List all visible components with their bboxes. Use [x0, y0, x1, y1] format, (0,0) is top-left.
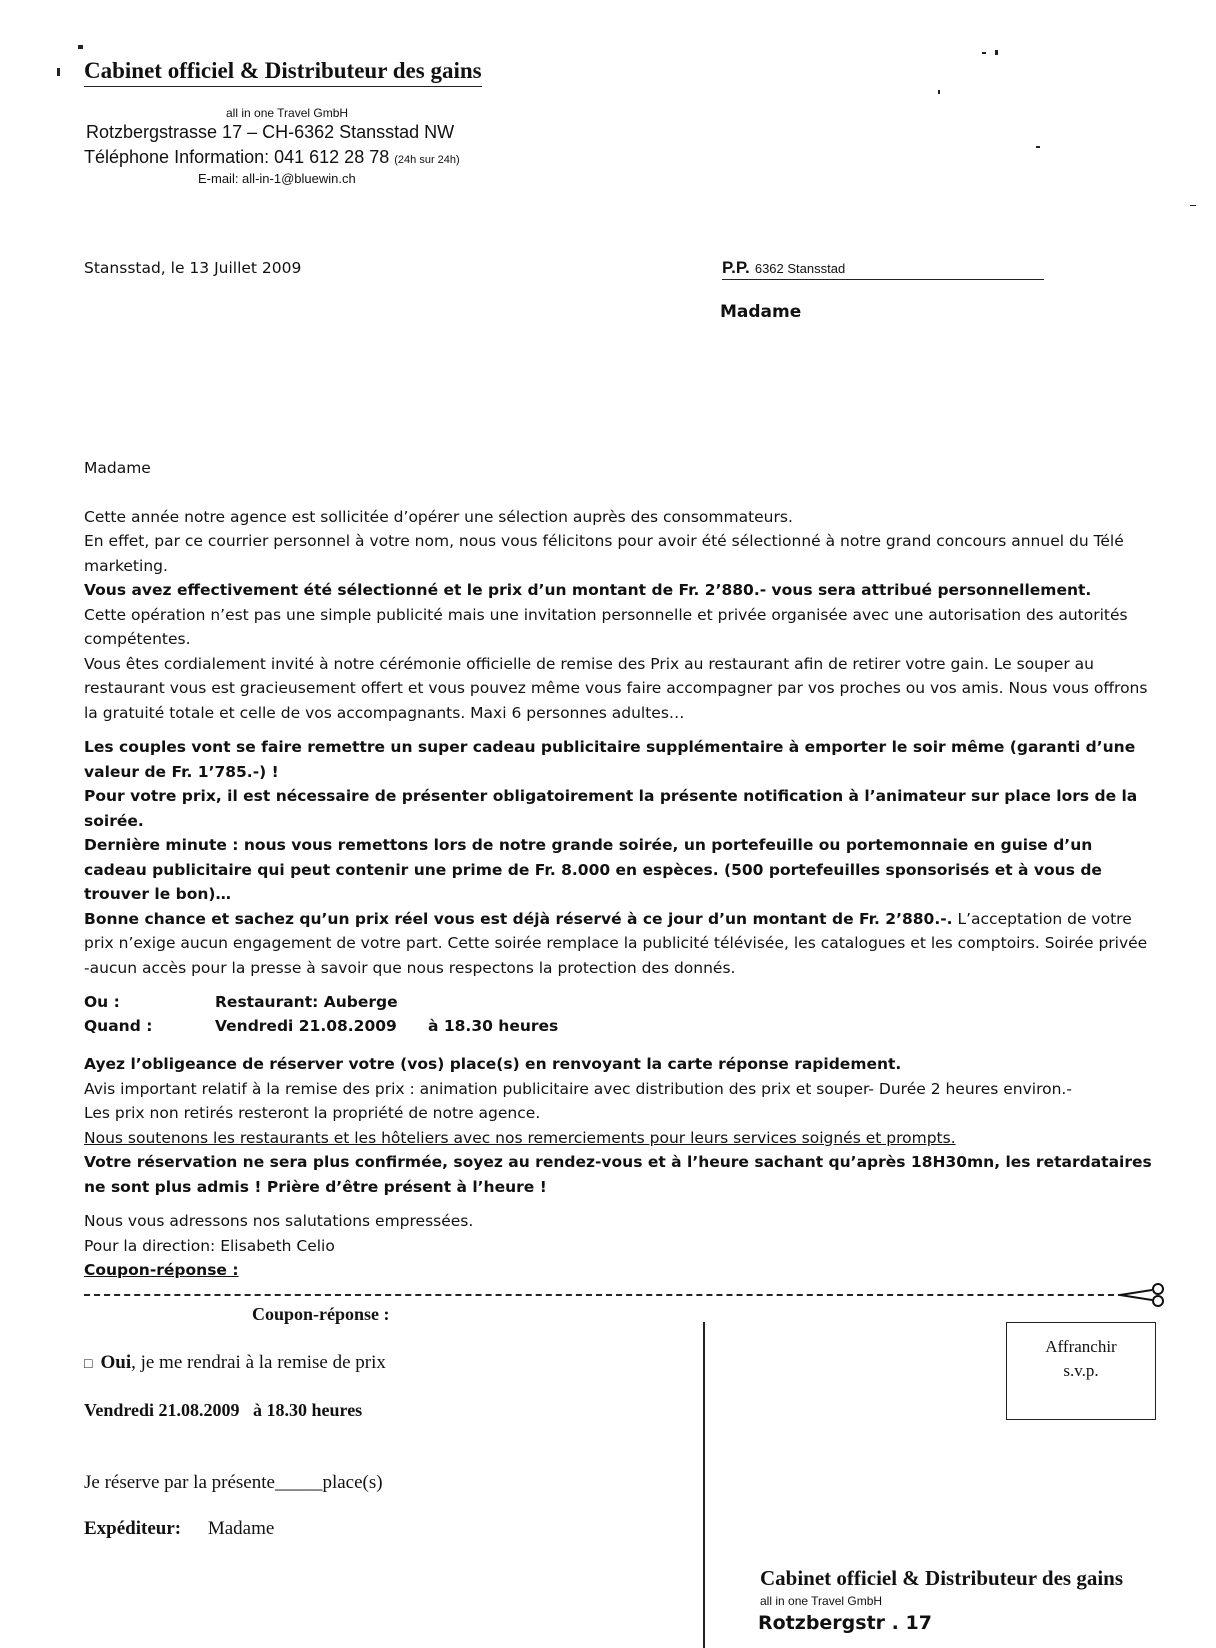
scan-speck	[982, 52, 986, 54]
header-address: Rotzbergstrasse 17 – CH-6362 Stansstad NW	[86, 122, 455, 142]
closing: Nous vous adressons nos salutations empressées.	[84, 1212, 474, 1230]
last-minute-prefix: Dernière minute :	[84, 836, 244, 854]
unclaimed-notice: Les prix non retirés resteront la propriété de notre agence.	[84, 1104, 541, 1122]
when-value: Vendredi 21.08.2009	[215, 1017, 397, 1035]
scan-speck	[78, 45, 83, 49]
recipient-name: Madame	[720, 302, 802, 322]
good-luck	[84, 907, 1154, 981]
header-email: E-mail: all-in-1@bluewin.ch	[198, 171, 356, 186]
checkbox-icon[interactable]: □	[84, 1357, 93, 1372]
phone-number: Téléphone Information: 041 612 28 78	[84, 147, 390, 167]
where-label: Ou :	[84, 993, 120, 1011]
scan-speck	[57, 68, 60, 76]
sender-value: Madame	[207, 1518, 275, 1539]
couples-gift: Les couples vont se faire remettre un super cadeau publicitaire supplémentaire à emporter le soir même (garanti d’une valeur de Fr. 1’785.-) !	[84, 738, 1136, 781]
paragraph: Cette opération n’est pas une simple publicité mais une invitation personnelle et privée organisée avec une autorisation des autorités compétentes.	[84, 605, 1128, 648]
letter-body	[84, 456, 1154, 980]
confirmation-warning: Votre réservation ne sera plus confirmée, soyez au rendez-vous et à l’heure sachant qu’après 18H30mn, les retardataires ne sont plus admis ! Prière d’être présent à l’heure !	[84, 1153, 1152, 1196]
stamp-line-1: Affranchir	[1045, 1337, 1117, 1356]
coupon-title: Coupon-réponse :	[252, 1304, 390, 1324]
stamp-box	[1006, 1322, 1156, 1420]
salutation: Madame	[84, 459, 151, 477]
scissors-icon	[1118, 1282, 1168, 1308]
paragraph: Vous êtes cordialement invité à notre cérémonie officielle de remise des Prix au restaurant afin de retirer votre gain. Le souper au restaurant vous est gracieusement offert et vous pouvez même vous faire accompagner par vos proches ou vos amis. Nous vous offrons la gratuité totale et celle de vos accompagnants. Maxi 6 personnes adultes…	[84, 654, 1148, 722]
last-minute	[84, 833, 1154, 907]
coupon-date: Vendredi 21.08.2009 à 18.30 heures	[84, 1400, 363, 1420]
when-time: à 18.30 heures	[428, 1017, 559, 1035]
signature-line: Pour la direction: Elisabeth Celio	[84, 1236, 335, 1255]
reserve-request: Ayez l’obligeance de réserver votre (vos) place(s) en renvoyant la carte réponse rapidement.	[84, 1055, 902, 1073]
sender-label: Expéditeur:	[84, 1518, 182, 1539]
support-note: Nous soutenons les restaurants et les hôteliers avec nos remerciements pour leurs services soignés et prompts.	[84, 1128, 956, 1147]
coupon-reserve	[84, 1472, 383, 1494]
header-company: all in one Travel GmbH	[226, 106, 349, 120]
important-notice: Avis important relatif à la remise des prix : animation publicitaire avec distribution des prix et souper- Durée 2 heures environ.-	[84, 1079, 1072, 1098]
letter-body-2	[84, 1052, 1154, 1283]
reserve-prefix: Je réserve par la présente	[84, 1472, 275, 1493]
oui-text: , je me rendrai à la remise de prix	[131, 1352, 386, 1373]
scan-speck	[1036, 146, 1040, 148]
return-company: all in one Travel GmbH	[760, 1594, 883, 1608]
stamp-line-2: s.v.p.	[1063, 1361, 1099, 1380]
where-value: Restaurant: Auberge	[215, 993, 398, 1011]
coupon-sender	[84, 1518, 274, 1540]
pp-label: P.P.	[722, 258, 750, 277]
header-title: Cabinet officiel & Distributeur des gains	[84, 58, 482, 87]
pp-block	[722, 258, 1044, 280]
return-title: Cabinet officiel & Distributeur des gains	[760, 1566, 1124, 1590]
phone-hours: (24h sur 24h)	[394, 154, 460, 166]
date-line: Stansstad, le 13 Juillet 2009	[84, 259, 302, 277]
coupon-label: Coupon-réponse :	[84, 1261, 239, 1279]
when-label: Quand :	[84, 1017, 153, 1035]
pp-place: 6362 Stansstad	[754, 261, 846, 276]
return-street: Rotzbergstr . 17	[758, 1612, 932, 1634]
good-luck-rest: L’acceptation de votre prix n’exige aucun engagement de votre part. Cette soirée remplace la publicité télévisée, les catalogues et les comptoirs. Soirée privée -aucun accès pour la presse à savoir que nous respectons la protection des donnés.	[84, 909, 1148, 977]
good-luck-bold: Bonne chance et sachez qu’un prix réel vous est déjà réservé à ce jour d’un montant de Fr. 2’880.-.	[84, 909, 953, 928]
scan-speck	[1190, 205, 1196, 206]
scan-speck	[938, 90, 940, 94]
reserve-suffix: place(s)	[322, 1472, 383, 1493]
coupon-oui	[84, 1352, 386, 1374]
last-minute-text: nous vous remettons lors de notre grande soirée, un portefeuille ou portemonnaie en guise d’un cadeau publicitaire qui peut contenir une prime de Fr. 8.000 en espèces. (500 portefeuilles sponsorisés et à vous de trouver le bon)…	[84, 836, 1102, 903]
coupon-divider	[703, 1322, 705, 1648]
header-phone	[84, 147, 460, 168]
notification-notice: Pour votre prix, il est nécessaire de présenter obligatoirement la présente notification à l’animateur sur place lors de la soirée.	[84, 787, 1138, 830]
cut-line	[84, 1294, 1124, 1296]
paragraph: En effet, par ce courrier personnel à votre nom, nous vous félicitons pour avoir été sélectionné à notre grand concours annuel du Télé marketing.	[84, 532, 1124, 575]
paragraph: Cette année notre agence est sollicitée d’opérer une sélection auprès des consommateurs.	[84, 507, 793, 526]
prize-announcement: Vous avez effectivement été sélectionné et le prix d’un montant de Fr. 2’880.- vous sera attribué personnellement.	[84, 581, 1092, 599]
scan-speck	[995, 50, 998, 55]
oui-label: Oui	[100, 1352, 132, 1373]
reserve-blank[interactable]: _____	[274, 1472, 323, 1493]
